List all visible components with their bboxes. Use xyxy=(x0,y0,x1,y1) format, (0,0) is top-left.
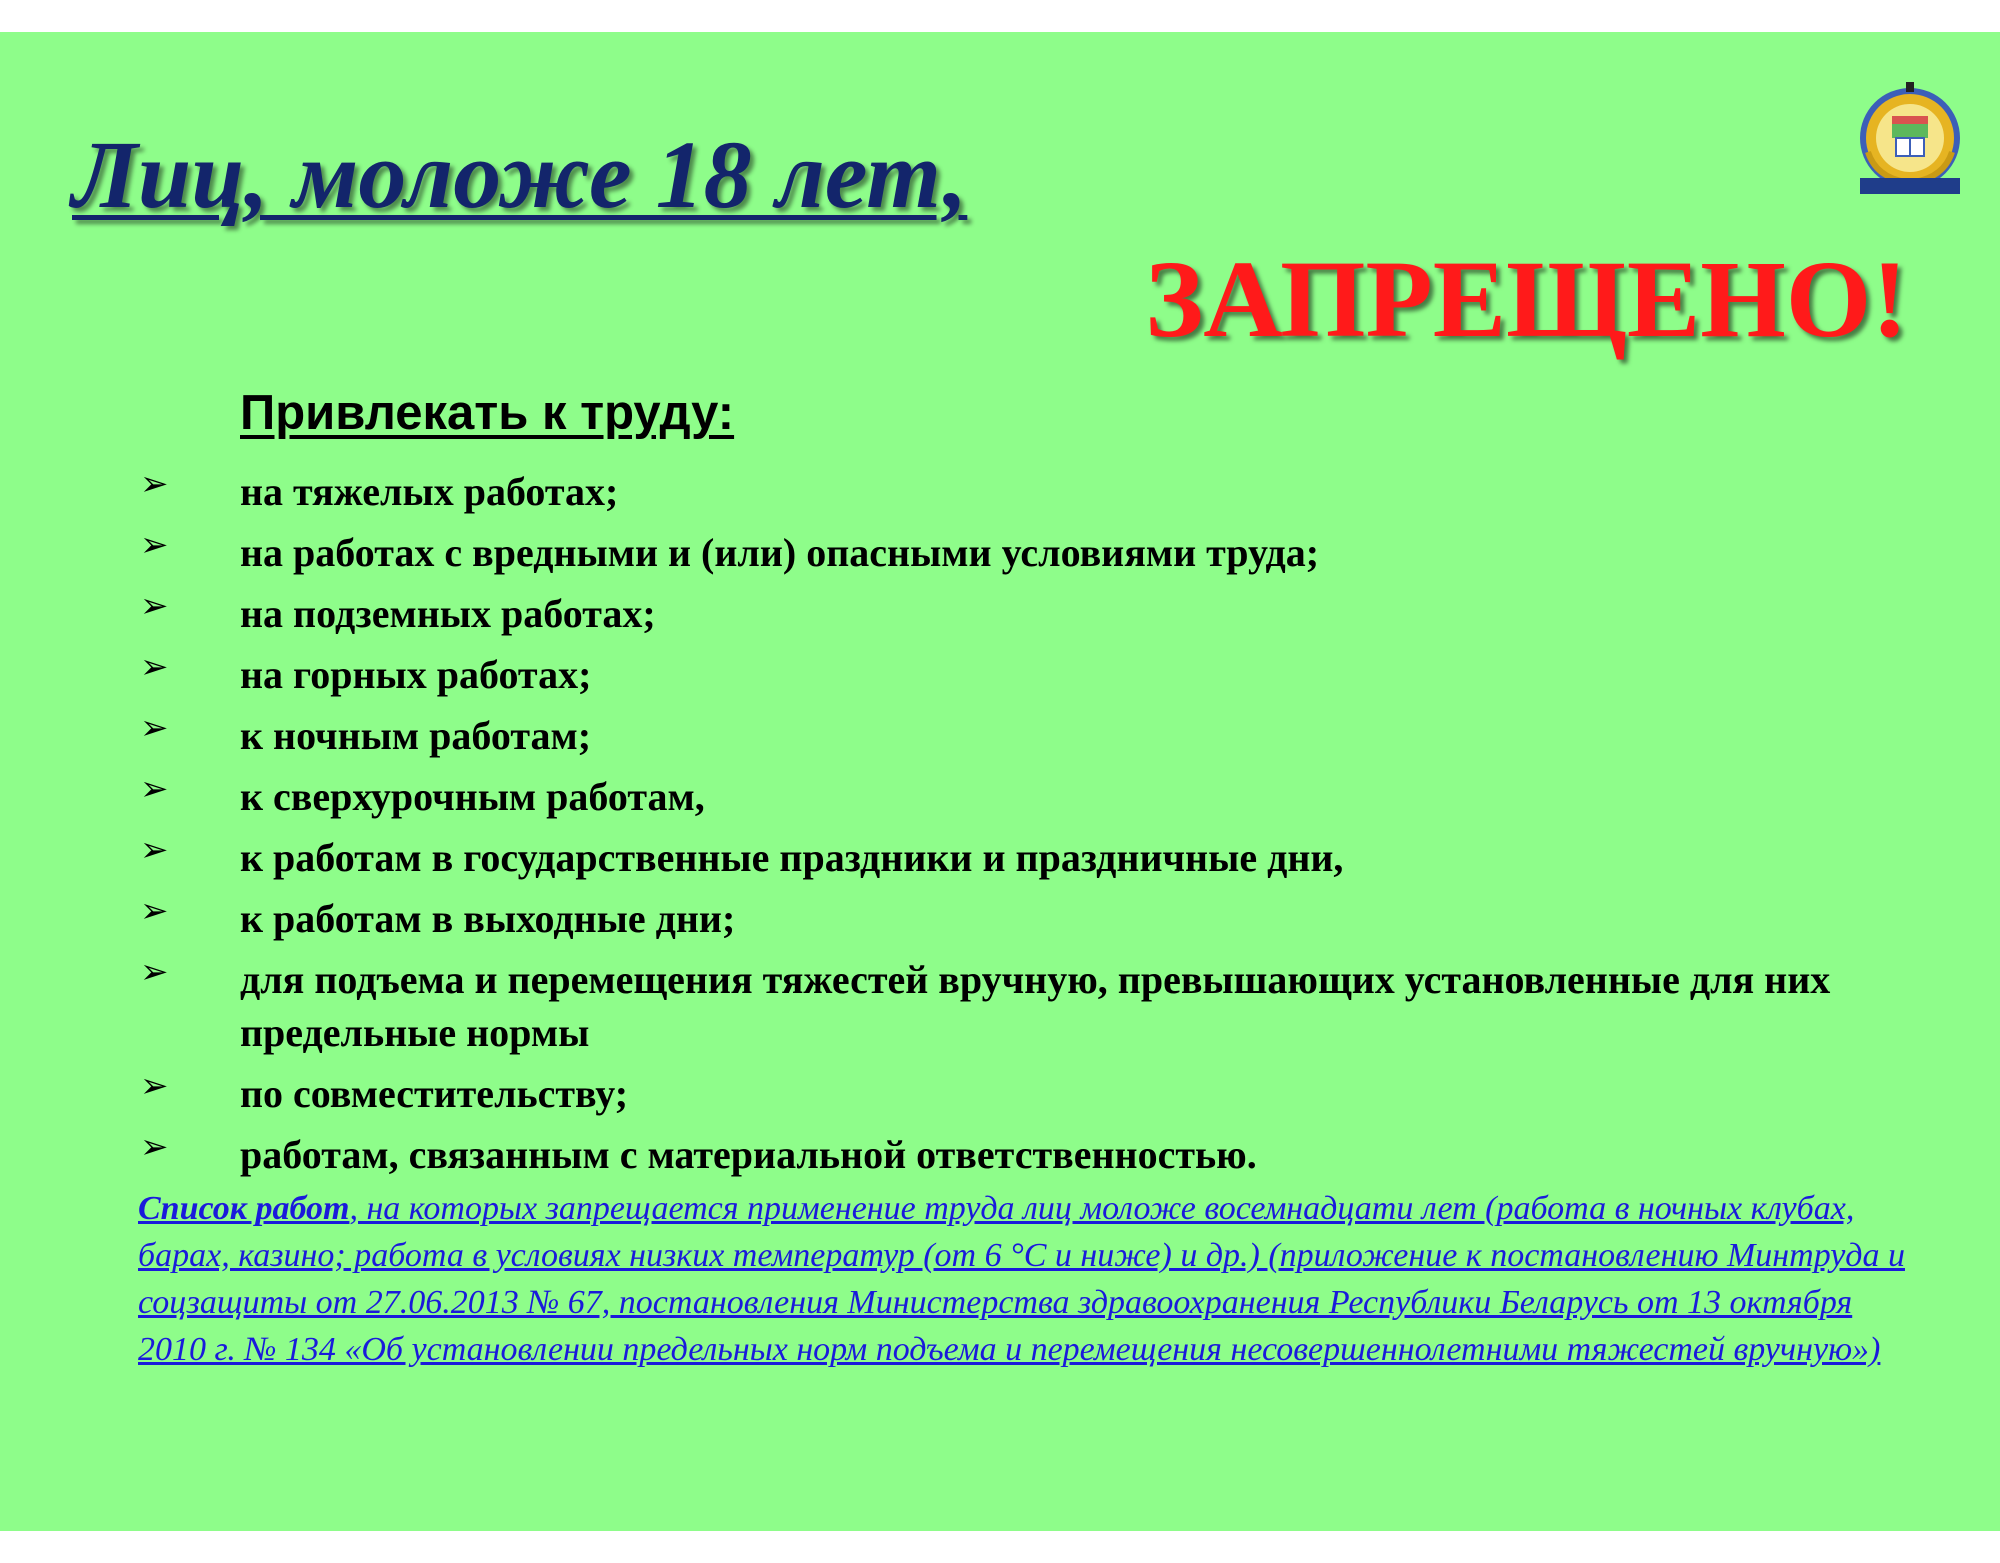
arrow-bullet-icon: ➢ xyxy=(140,769,169,809)
slide-title: Лиц, моложе 18 лет, xyxy=(72,121,968,228)
list-item-text: работам, связанным с материальной ответственностью. xyxy=(240,1132,1257,1177)
arrow-bullet-icon: ➢ xyxy=(140,647,169,687)
arrow-bullet-icon: ➢ xyxy=(140,708,169,748)
list-item-text: к работам в выходные дни; xyxy=(240,896,736,941)
list-item-text: к сверхурочным работам, xyxy=(240,774,705,819)
list-item-text: к работам в государственные праздники и праздничные дни, xyxy=(240,835,1344,880)
arrow-bullet-icon: ➢ xyxy=(140,1127,169,1167)
list-item-text: на работах с вредными и (или) опасными условиями труда; xyxy=(240,530,1320,575)
list-item-text: по совместительству; xyxy=(240,1071,629,1116)
list-item-text: на подземных работах; xyxy=(240,591,656,636)
list-item-text: для подъема и перемещения тяжестей вручную, превышающих установленные для них предельные нормы xyxy=(240,957,1831,1055)
arrow-bullet-icon: ➢ xyxy=(140,1066,169,1106)
list-item-text: на горных работах; xyxy=(240,652,592,697)
slide xyxy=(0,32,2000,1531)
arrow-bullet-icon: ➢ xyxy=(140,464,169,504)
arrow-bullet-icon: ➢ xyxy=(140,891,169,931)
arrow-bullet-icon: ➢ xyxy=(140,586,169,626)
arrow-bullet-icon: ➢ xyxy=(140,952,169,992)
regulation-note xyxy=(138,1185,1918,1373)
work-list-link[interactable]: Список работ xyxy=(138,1190,350,1227)
arrow-bullet-icon: ➢ xyxy=(140,830,169,870)
forbidden-heading: ЗАПРЕЩЕНО! xyxy=(1145,238,1908,360)
list-item-text: на тяжелых работах; xyxy=(240,469,619,514)
regulation-note-text[interactable]: , на которых запрещается применение труда лиц моложе восемнадцати лет (работа в ночных клубах, барах, казино; работа в условиях низких температур (от 6 °С и ниже) и др.) (приложение к постановлению Минтруда и соцзащиты от 27.06.2013 № 67, постановления Министерства здравоохранения Республики Беларусь от 13 октября 2010 г. № 134 «Об установлении предельных норм подъема и перемещения несовершеннолетними тяжестей вручную») xyxy=(138,1190,1905,1368)
subheading: Привлекать к труду: xyxy=(240,386,735,440)
arrow-bullet-icon: ➢ xyxy=(140,525,169,565)
state-labor-inspection-emblem-icon xyxy=(1846,82,1974,204)
list-item-text: к ночным работам; xyxy=(240,713,592,758)
